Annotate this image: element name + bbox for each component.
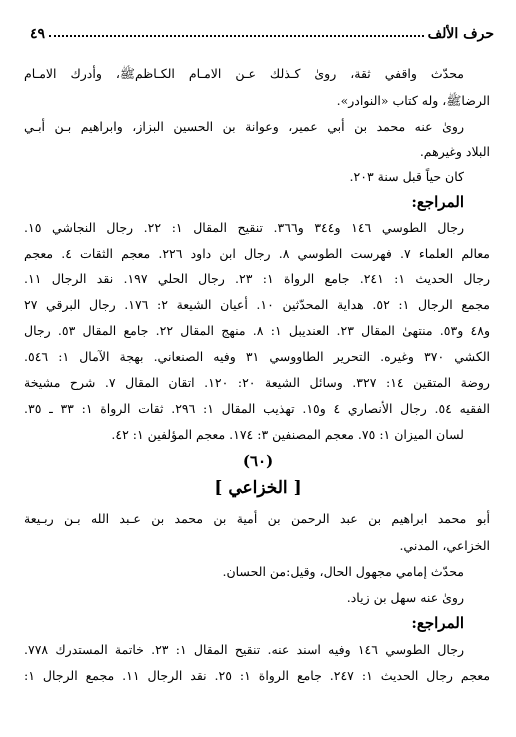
- entry1-line: محدّث واقفي ثقة، روىٰ كـذلك عـن الامـام الكـاظمﷺ، وأدرك الامـام: [24, 66, 464, 81]
- entry1-references-heading: المراجع:: [411, 193, 464, 211]
- entry1-reference-line: معالم العلماء ٧. فهرست الطوسي ٨. رجال ابن داود ٢٢٦. معجم الثقات ٤. معجم: [24, 246, 490, 261]
- entry1-reference-line: مجمع الرجال ١: ٥٢. هداية المحدّثين ١٠. أعيان الشيعة ٢: ١٧٦. رجال البرقي ٢٧: [24, 297, 490, 312]
- running-header: [30, 20, 494, 42]
- entry2-reference-line: رجال الطوسي ١٤٦ وفيه اسند عنه. تنقيح المقال ١: ٢٣. خاتمة المستدرك ٧٧٨.: [24, 642, 464, 657]
- entry1-line: كان حياً قبل سنة ٢٠٣.: [349, 169, 464, 184]
- entry1-reference-line: لسان الميزان ١: ٧٥. معجم المصنفين ٣: ١٧٤. معجم المؤلفين ١: ٤٢.: [111, 427, 464, 442]
- entry1-line: البلاد وغيرهم.: [419, 144, 490, 159]
- entry2-references-heading: المراجع:: [411, 614, 464, 632]
- page-number: ٤٩: [30, 26, 46, 42]
- dot-leader: [49, 35, 424, 37]
- entry2-reference-line: معجم رجال الحديث ١: ٢٤٧. جامع الرواة ١: ٢٥. نقد الرجال ١١. مجمع الرجال ١:: [24, 668, 490, 683]
- chapter-title: حرف الألف: [427, 26, 494, 42]
- entry1-reference-line: الكشي ٣٧٠ وغيره. التحرير الطاووسي ٣١ وفيه الصنعاني. بهجة الآمال ١: ٥٤٦.: [24, 349, 490, 364]
- entry-number: (٦٠): [242, 452, 274, 470]
- entry1-reference-line: روضة المتقين ١٤: ٣٢٧. وسائل الشيعة ٢٠: ١٢٠. اتقان المقال ٧. شرح مشيخة: [24, 375, 490, 390]
- entry1-line: روىٰ عنه محمد بن أبي عمير، وعوانة بن الحسين البزاز، وابراهيم بـن أبـي: [24, 119, 464, 134]
- entry1-line: الرضاﷺ، وله كتاب «النوادر».: [336, 93, 490, 108]
- entry2-line: الخزاعي، المدني.: [399, 538, 490, 553]
- entry2-line: أبو محمد ابراهيم بن عبد الرحمن بن أمية بن محمد بن عـبد الله بـن ربـيعة: [24, 511, 490, 526]
- entry-name: [ الخزاعي ]: [214, 478, 302, 498]
- entry2-line: روىٰ عنه سهل بن زياد.: [346, 590, 464, 605]
- entry2-line: محدّث إمامي مجهول الحال، وقيل:من الحسان.: [222, 564, 464, 579]
- entry1-reference-line: رجال الطوسي ١٤٦ و٣٤٤ و٣٦٦. تنقيح المقال ١: ٢٢. رجال النجاشي ١٥.: [24, 220, 464, 235]
- entry1-reference-line: و٤٨ و٥٣. منتهىٰ المقال ٢٣. العنديبل ١: ٨. منهج المقال ٢٢. جامع المقال ٥٣. رجال: [24, 323, 490, 338]
- entry1-reference-line: رجال الحديث ١: ٢٤١. جامع الرواة ١: ٢٣. رجال الحلي ١٩٧. نقد الرجال ١١.: [24, 271, 490, 286]
- entry1-reference-line: الفقيه ٥٤. رجال الأنصاري ٤ و١٥. تهذيب المقال ١: ٢٩٦. ثقات الرواة ١: ٣٣ ـ ٣٥.: [24, 401, 490, 416]
